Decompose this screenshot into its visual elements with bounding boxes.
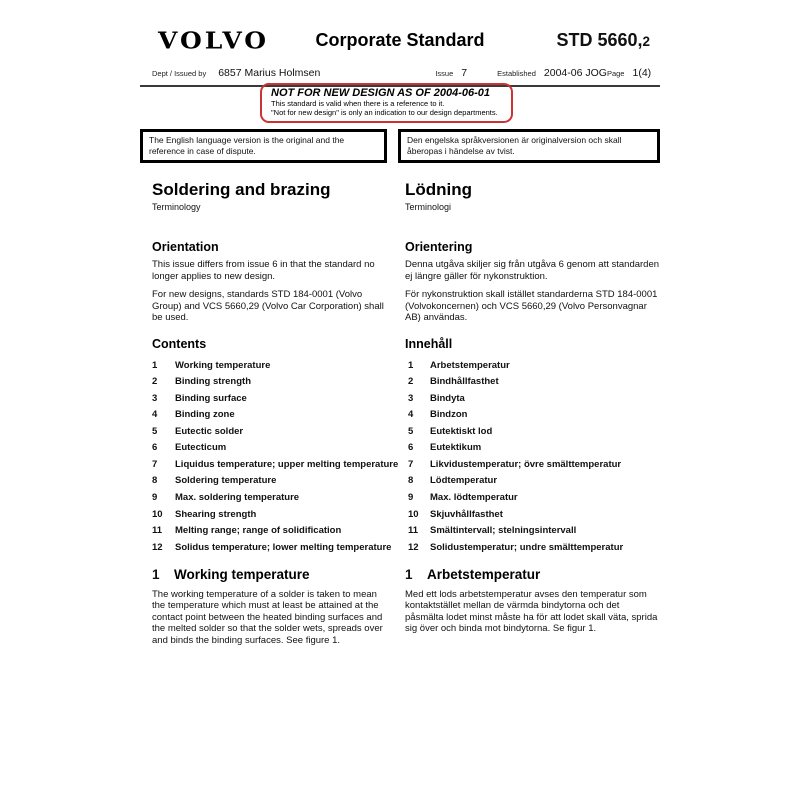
toc-item-swedish: Bindzon — [430, 409, 468, 421]
dispute-row — [140, 129, 660, 163]
dispute-box-english: The English language version is the original and the reference in case of dispute. — [140, 129, 387, 163]
notice-line-2: "Not for new design" is only an indication to our design departments. — [271, 108, 498, 117]
issue-value: 7 — [461, 67, 468, 79]
toc-number-swedish: 3 — [408, 392, 414, 404]
toc-item-swedish: Max. lödtemperatur — [430, 492, 518, 503]
toc-item-english: Max. soldering temperature — [175, 492, 300, 503]
title-swedish — [405, 180, 660, 212]
toc-number-swedish: 4 — [408, 409, 414, 421]
toc-number-english: 4 — [152, 409, 158, 421]
toc-number-english: 1 — [152, 359, 158, 371]
toc-item-english: Eutecticum — [175, 442, 227, 454]
toc-number-swedish: 2 — [408, 376, 414, 388]
toc-item-english: Eutectic solder — [175, 425, 244, 437]
toc-item-swedish: Likvidustemperatur; övre smälttemperatur — [430, 458, 622, 470]
notice-title: NOT FOR NEW DESIGN AS OF 2004-06-01 — [271, 87, 491, 99]
orientation-swedish — [405, 240, 660, 324]
orientation-paragraph-1-english: This issue differs from issue 6 in that the standard no longer applies to new design. — [152, 258, 375, 282]
toc-number-english: 7 — [152, 458, 158, 470]
doc-type-zone — [290, 30, 510, 51]
toc-number-english: 9 — [152, 492, 158, 503]
orientation-heading-swedish: Orientering — [405, 239, 473, 254]
page-label: Page — [606, 69, 625, 78]
page-subtitle-swedish: Terminologi — [405, 201, 452, 212]
toc-item-english: Solidus temperature; lower melting temperature — [175, 541, 392, 553]
toc-number-swedish: 10 — [408, 508, 419, 520]
toc-item-swedish: Skjuvhållfasthet — [430, 508, 503, 520]
logo-zone — [140, 26, 290, 55]
toc-item-english: Binding surface — [175, 392, 247, 404]
toc-number-english: 5 — [152, 425, 158, 437]
dept-issued-by-label: Dept / Issued by — [152, 69, 207, 78]
toc-number-swedish: 1 — [408, 359, 414, 371]
toc-item-english: Soldering temperature — [175, 475, 277, 487]
dept-issued-by-value: 6857 Marius Holmsen — [218, 67, 321, 79]
orientation-paragraph-1-swedish: Denna utgåva skiljer sig från utgåva 6 genom att standarden ej längre gäller för nykonstruktion. — [405, 258, 660, 282]
toc-item-swedish: Smältintervall; stelningsintervall — [430, 525, 577, 537]
contents-list — [140, 360, 660, 553]
contents-heading-swedish: Innehåll — [405, 336, 453, 351]
toc-item-english: Binding strength — [175, 376, 251, 388]
orientation-paragraph-2-swedish: För nykonstruktion skall istället standarderna STD 184-0001 (Volvokoncernen) och VCS 5660,29 (Volvo Personvagnar AB) användas. — [405, 289, 658, 324]
section-1-number-english: 1 — [152, 566, 160, 582]
toc-item-swedish: Eutektiskt lod — [430, 425, 493, 437]
toc-item-swedish: Arbetstemperatur — [430, 359, 510, 371]
dispute-box-swedish: Den engelska språkversionen är originalversion och skall åberopas i händelse av tvist. — [398, 129, 660, 163]
volvo-logo: VOLVO — [158, 26, 270, 54]
contents-heading-english: Contents — [152, 336, 207, 351]
toc-item-english: Binding zone — [175, 409, 235, 421]
toc-item-english: Shearing strength — [175, 508, 257, 520]
contents-heading-row — [140, 337, 660, 351]
toc-number-swedish: 9 — [408, 492, 414, 503]
section-1-heading-english — [152, 566, 391, 584]
toc-item-english: Melting range; range of solidification — [175, 525, 342, 537]
section-1-title-english: Working temperature — [174, 566, 310, 582]
toc-number-english: 11 — [152, 525, 163, 537]
section-1-body-english: The working temperature of a solder is taken to mean the temperature which must at least be attained at the contact point between the heated binding surfaces and the melted solder so that the solder wets, spreads over and binds the binding surfaces. See figure 1. — [152, 588, 383, 646]
issue-label: Issue — [435, 69, 454, 78]
not-for-new-design-notice — [260, 83, 513, 123]
page-value: 1(4) — [632, 67, 652, 79]
section-1-number-swedish: 1 — [405, 566, 413, 582]
orientation-paragraph-2-english: For new designs, standards STD 184-0001 (Volvo Group) and VCS 5660,29 (Volvo Car Corporation) shall be used. — [152, 289, 384, 324]
toc-number-english: 3 — [152, 392, 158, 404]
std-number-suffix: 2 — [642, 33, 650, 49]
page-title-english: Soldering and brazing — [152, 180, 331, 200]
toc-item-english: Liquidus temperature; upper melting temperature — [175, 458, 399, 470]
page-subtitle-english: Terminology — [152, 201, 201, 212]
title-row — [140, 180, 660, 212]
notice-line-1: This standard is valid when there is a reference to it. — [271, 99, 445, 108]
toc-number-swedish: 11 — [408, 525, 419, 537]
toc-number-swedish: 7 — [408, 458, 414, 470]
orientation-row — [140, 240, 660, 324]
toc-item-swedish: Solidustemperatur; undre smälttemperatur — [430, 541, 624, 553]
std-number — [510, 30, 660, 51]
toc-number-swedish: 12 — [408, 541, 419, 553]
standard-page — [140, 10, 660, 646]
section-1-english — [152, 566, 405, 647]
established-label: Established — [497, 69, 536, 78]
toc-item-swedish: Bindyta — [430, 392, 465, 404]
established-value: 2004-06 JOG — [543, 67, 607, 79]
std-number-main: STD 5660, — [556, 29, 643, 50]
toc-item-english: Working temperature — [175, 359, 271, 371]
section-1-heading-swedish — [405, 566, 660, 584]
title-english — [152, 180, 405, 212]
orientation-heading-english: Orientation — [152, 239, 219, 254]
toc-number-english: 6 — [152, 442, 158, 454]
toc-number-swedish: 6 — [408, 442, 414, 454]
toc-item-swedish: Bindhållfasthet — [430, 376, 499, 388]
toc-number-english: 8 — [152, 475, 158, 487]
section-1-row — [140, 566, 660, 647]
masthead — [140, 25, 660, 55]
toc-item-swedish: Eutektikum — [430, 442, 482, 454]
orientation-english — [152, 240, 405, 324]
toc-number-swedish: 8 — [408, 475, 414, 487]
section-1-body-swedish: Med ett lods arbetstemperatur avses den temperatur som kontaktstället mellan de värmda bindytorna och det påsmälta lodet minst måste ha för att lodet skall väta, sprida sig över och binda mot bindytorna. Se figur 1. — [405, 588, 658, 635]
toc-number-english: 10 — [152, 508, 163, 520]
toc-item-swedish: Lödtemperatur — [430, 475, 498, 487]
document-type-title: Corporate Standard — [315, 29, 485, 50]
page-title-swedish: Lödning — [405, 180, 473, 200]
toc-number-english: 12 — [152, 541, 163, 553]
toc-number-swedish: 5 — [408, 425, 414, 437]
section-1-title-swedish: Arbetstemperatur — [427, 566, 541, 582]
toc-number-english: 2 — [152, 376, 158, 388]
section-1-swedish — [405, 566, 660, 647]
